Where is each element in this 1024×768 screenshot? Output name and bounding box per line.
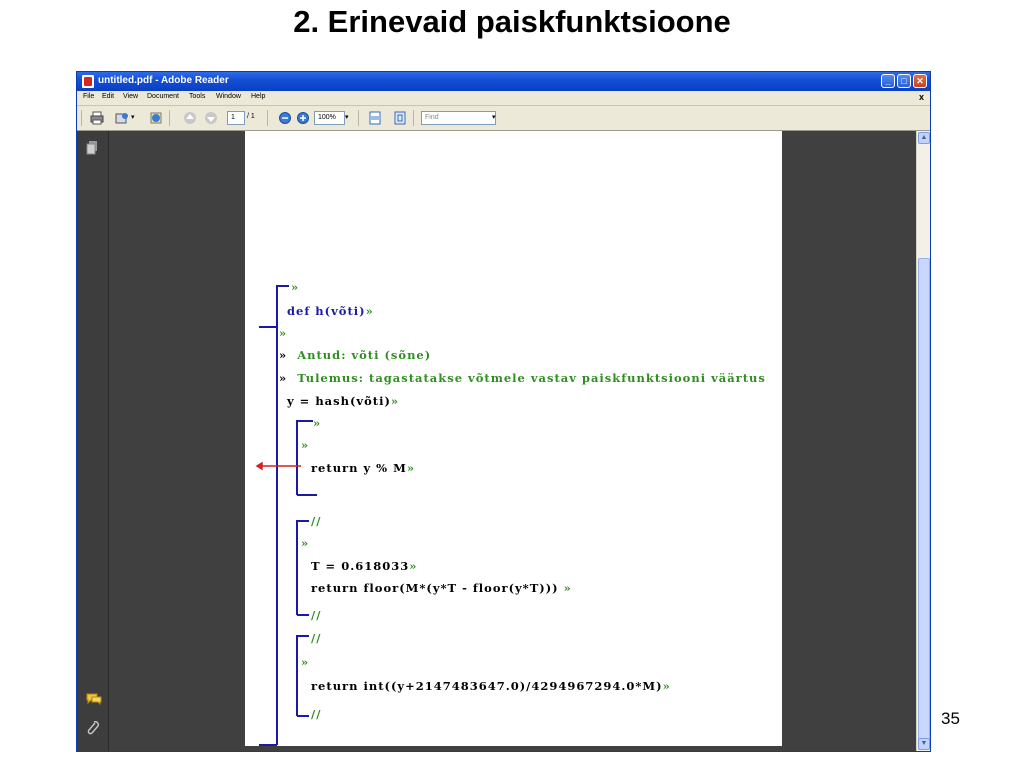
navigation-panel bbox=[77, 131, 109, 752]
fit-page-icon[interactable] bbox=[393, 111, 407, 125]
fit-width-icon[interactable] bbox=[368, 111, 382, 125]
next-page-icon[interactable] bbox=[204, 111, 218, 125]
slide-title: 2. Erinevaid paiskfunktsioone bbox=[293, 4, 731, 39]
maximize-button[interactable]: □ bbox=[897, 74, 911, 88]
pdf-page bbox=[245, 131, 782, 746]
close-button[interactable]: ✕ bbox=[913, 74, 927, 88]
menu-document[interactable]: Document bbox=[147, 93, 179, 100]
comments-icon[interactable] bbox=[86, 693, 102, 705]
toolbar-separator bbox=[267, 110, 268, 126]
toolbar bbox=[77, 106, 930, 131]
scroll-down-button[interactable]: ▼ bbox=[918, 738, 930, 750]
code-divider: // bbox=[311, 514, 322, 528]
previous-page-icon[interactable] bbox=[183, 111, 197, 125]
pdf-app-icon bbox=[82, 75, 94, 88]
code-def-line: def h(võti)» bbox=[287, 304, 374, 318]
toolbar-separator bbox=[358, 110, 359, 126]
attachment-icon[interactable] bbox=[86, 721, 100, 735]
code-divider: // bbox=[311, 631, 322, 645]
toolbar-grip bbox=[81, 110, 82, 126]
menu-file[interactable]: File bbox=[83, 93, 95, 100]
menu-window[interactable]: Window bbox=[216, 93, 241, 100]
code-quote: » bbox=[313, 416, 322, 430]
toolbar-separator bbox=[169, 110, 170, 126]
pages-icon[interactable] bbox=[86, 141, 98, 155]
page-number-input[interactable]: 1 bbox=[227, 111, 245, 125]
code-quote: » bbox=[301, 655, 310, 669]
scroll-up-button[interactable]: ▲ bbox=[918, 132, 930, 144]
zoom-dropdown-arrow[interactable]: ▾ bbox=[345, 114, 349, 121]
zoom-level-input[interactable]: 100% bbox=[314, 111, 345, 125]
code-quote: » bbox=[291, 280, 300, 294]
code-return-multiplicative: return floor(M*(y*T - floor(y*T))) » bbox=[311, 581, 572, 595]
adobe-reader-window bbox=[76, 71, 931, 752]
document-close-button[interactable]: x bbox=[918, 92, 924, 102]
share-icon[interactable] bbox=[149, 111, 163, 125]
code-return-int: return int((y+2147483647.0)/4294967294.0*M)» bbox=[311, 679, 671, 693]
menu-edit[interactable]: Edit bbox=[102, 93, 115, 100]
code-comment-output: » Tulemus: tagastatakse võtmele vastav paiskfunktsiooni väärtus bbox=[279, 371, 766, 385]
code-quote: » bbox=[279, 326, 288, 340]
slide-number: 35 bbox=[941, 709, 960, 728]
code-quote: » bbox=[301, 536, 310, 550]
menu-help[interactable]: Help bbox=[251, 93, 266, 100]
zoom-in-icon[interactable] bbox=[296, 111, 310, 125]
code-quote: » bbox=[301, 438, 310, 452]
menu-tools[interactable]: Tools bbox=[189, 93, 206, 100]
window-title: untitled.pdf - Adobe Reader bbox=[98, 75, 229, 86]
collaborate-icon[interactable] bbox=[115, 111, 129, 125]
toolbar-separator bbox=[413, 110, 414, 126]
zoom-out-icon[interactable] bbox=[278, 111, 292, 125]
find-input[interactable]: Find bbox=[421, 111, 496, 125]
menu-bar bbox=[77, 91, 930, 106]
print-icon[interactable] bbox=[90, 111, 104, 125]
menu-view[interactable]: View bbox=[123, 93, 139, 100]
document-area[interactable] bbox=[109, 131, 915, 752]
code-hash-line: y = hash(võti)» bbox=[287, 394, 400, 408]
vertical-scrollbar[interactable] bbox=[916, 131, 931, 752]
code-structure-brackets bbox=[245, 131, 782, 746]
find-dropdown-arrow[interactable]: ▾ bbox=[492, 114, 496, 121]
code-return-modulo: return y % M» bbox=[311, 461, 416, 475]
page-total: / 1 bbox=[247, 113, 255, 120]
code-t-constant: T = 0.618033» bbox=[311, 559, 418, 573]
code-divider: // bbox=[311, 608, 322, 622]
collaborate-dropdown-arrow[interactable]: ▾ bbox=[131, 114, 135, 121]
title-bar[interactable] bbox=[77, 72, 930, 91]
minimize-button[interactable]: _ bbox=[881, 74, 895, 88]
scroll-thumb[interactable] bbox=[918, 258, 930, 740]
code-comment-input: » Antud: võti (sõne) bbox=[279, 348, 432, 362]
code-divider: // bbox=[311, 707, 322, 721]
